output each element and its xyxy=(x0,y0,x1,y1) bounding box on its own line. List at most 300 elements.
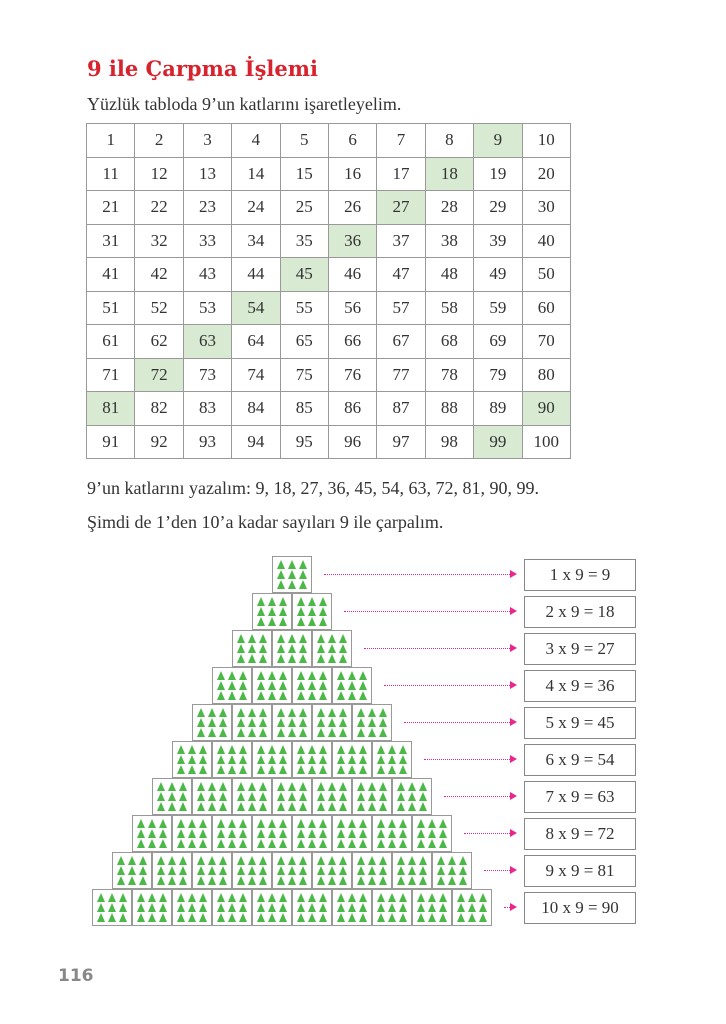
triangle-icon xyxy=(408,856,416,865)
triangle-icon xyxy=(219,792,227,801)
triangle-icon xyxy=(399,755,407,764)
table-cell-highlighted: 45 xyxy=(280,258,328,292)
triangle-icon xyxy=(328,728,336,737)
triangle-icon xyxy=(339,782,347,791)
triangle-group-box xyxy=(352,704,392,741)
triangle-icon xyxy=(328,876,336,885)
table-cell-highlighted: 99 xyxy=(474,425,522,459)
triangle-icon xyxy=(359,671,367,680)
triangle-icon xyxy=(237,802,245,811)
triangle-icon xyxy=(437,856,445,865)
table-cell: 57 xyxy=(377,291,425,325)
triangle-icon xyxy=(368,866,376,875)
triangle-icon xyxy=(308,607,316,616)
triangle-icon xyxy=(297,597,305,606)
triangle-icon xyxy=(117,866,125,875)
triangle-icon xyxy=(199,765,207,774)
triangle-icon xyxy=(319,829,327,838)
equation-box: 7 x 9 = 63 xyxy=(524,781,636,813)
triangle-group-box xyxy=(372,889,412,926)
triangle-group-box xyxy=(172,889,212,926)
triangle-icon xyxy=(228,755,236,764)
triangle-icon xyxy=(199,903,207,912)
table-cell: 12 xyxy=(135,157,183,191)
triangle-icon xyxy=(368,708,376,717)
triangle-icon xyxy=(408,866,416,875)
table-cell: 67 xyxy=(377,325,425,359)
arrow-icon xyxy=(424,759,510,760)
table-cell: 86 xyxy=(328,392,376,426)
triangle-icon xyxy=(188,745,196,754)
triangle-icon xyxy=(339,792,347,801)
triangle-icon xyxy=(299,728,307,737)
arrow-icon xyxy=(344,611,510,612)
table-cell: 13 xyxy=(183,157,231,191)
triangle-icon xyxy=(128,856,136,865)
triangle-icon xyxy=(239,755,247,764)
table-cell: 33 xyxy=(183,224,231,258)
table-cell: 11 xyxy=(87,157,135,191)
triangle-icon xyxy=(197,866,205,875)
table-cell-highlighted: 90 xyxy=(522,392,570,426)
triangle-icon xyxy=(159,893,167,902)
triangle-group-box xyxy=(292,667,332,704)
table-cell: 40 xyxy=(522,224,570,258)
triangle-icon xyxy=(177,755,185,764)
triangle-group-box xyxy=(212,667,252,704)
triangle-icon xyxy=(319,617,327,626)
triangle-icon xyxy=(308,765,316,774)
table-cell: 5 xyxy=(280,124,328,158)
triangle-icon xyxy=(228,893,236,902)
table-cell: 31 xyxy=(87,224,135,258)
triangle-icon xyxy=(328,718,336,727)
triangle-icon xyxy=(288,570,296,579)
triangle-icon xyxy=(208,708,216,717)
triangle-icon xyxy=(317,802,325,811)
triangle-icon xyxy=(279,745,287,754)
triangle-icon xyxy=(179,856,187,865)
triangle-icon xyxy=(239,671,247,680)
triangle-icon xyxy=(239,913,247,922)
triangle-icon xyxy=(219,802,227,811)
triangle-icon xyxy=(228,839,236,848)
table-cell: 100 xyxy=(522,425,570,459)
triangle-icon xyxy=(359,765,367,774)
triangle-icon xyxy=(239,691,247,700)
triangle-icon xyxy=(439,819,447,828)
triangle-icon xyxy=(268,903,276,912)
triangle-icon xyxy=(317,654,325,663)
triangle-icon xyxy=(419,782,427,791)
triangle-group-box xyxy=(232,630,272,667)
triangle-icon xyxy=(119,893,127,902)
triangle-icon xyxy=(299,634,307,643)
triangle-icon xyxy=(399,903,407,912)
triangle-icon xyxy=(217,819,225,828)
triangle-group-box xyxy=(312,630,352,667)
triangle-icon xyxy=(299,782,307,791)
triangle-icon xyxy=(439,893,447,902)
triangle-icon xyxy=(337,671,345,680)
triangle-icon xyxy=(299,718,307,727)
triangle-icon xyxy=(159,829,167,838)
triangle-icon xyxy=(308,819,316,828)
triangle-icon xyxy=(319,681,327,690)
triangle-icon xyxy=(248,792,256,801)
triangle-icon xyxy=(479,903,487,912)
table-cell: 91 xyxy=(87,425,135,459)
triangle-icon xyxy=(237,782,245,791)
triangle-icon xyxy=(237,876,245,885)
triangle-icon xyxy=(268,913,276,922)
triangle-icon xyxy=(337,819,345,828)
table-cell: 2 xyxy=(135,124,183,158)
triangle-icon xyxy=(297,607,305,616)
triangle-icon xyxy=(359,913,367,922)
triangle-icon xyxy=(428,913,436,922)
triangle-icon xyxy=(239,681,247,690)
triangle-icon xyxy=(357,782,365,791)
triangle-group-box xyxy=(392,852,432,889)
triangle-icon xyxy=(379,728,387,737)
triangle-icon xyxy=(359,839,367,848)
table-cell: 56 xyxy=(328,291,376,325)
triangle-icon xyxy=(379,802,387,811)
triangle-icon xyxy=(399,893,407,902)
table-cell: 50 xyxy=(522,258,570,292)
triangle-icon xyxy=(248,728,256,737)
triangle-icon xyxy=(148,839,156,848)
triangle-icon xyxy=(277,634,285,643)
table-cell: 43 xyxy=(183,258,231,292)
triangle-icon xyxy=(208,792,216,801)
triangle-icon xyxy=(388,913,396,922)
triangle-icon xyxy=(179,792,187,801)
triangle-group-box xyxy=(252,593,292,630)
triangle-icon xyxy=(428,829,436,838)
table-row xyxy=(87,124,571,158)
triangle-icon xyxy=(139,866,147,875)
table-cell: 10 xyxy=(522,124,570,158)
table-cell: 48 xyxy=(425,258,473,292)
triangle-icon xyxy=(159,819,167,828)
triangle-icon xyxy=(408,876,416,885)
triangle-icon xyxy=(248,876,256,885)
table-cell: 35 xyxy=(280,224,328,258)
triangle-icon xyxy=(219,718,227,727)
triangle-icon xyxy=(417,819,425,828)
triangle-icon xyxy=(179,802,187,811)
triangle-icon xyxy=(377,913,385,922)
triangle-icon xyxy=(308,617,316,626)
triangle-icon xyxy=(388,755,396,764)
triangle-icon xyxy=(199,755,207,764)
triangle-icon xyxy=(397,782,405,791)
page-number: 116 xyxy=(58,966,94,986)
triangle-icon xyxy=(399,819,407,828)
triangle-icon xyxy=(179,866,187,875)
triangle-icon xyxy=(268,755,276,764)
triangle-icon xyxy=(237,728,245,737)
triangle-icon xyxy=(288,654,296,663)
triangle-icon xyxy=(288,708,296,717)
triangle-icon xyxy=(457,903,465,912)
triangle-icon xyxy=(248,644,256,653)
table-cell: 14 xyxy=(232,157,280,191)
triangle-icon xyxy=(299,654,307,663)
triangle-icon xyxy=(288,634,296,643)
triangle-icon xyxy=(419,802,427,811)
triangle-icon xyxy=(339,634,347,643)
triangle-icon xyxy=(328,654,336,663)
triangle-icon xyxy=(377,839,385,848)
table-cell: 37 xyxy=(377,224,425,258)
equation-box: 3 x 9 = 27 xyxy=(524,633,636,665)
triangle-icon xyxy=(279,893,287,902)
table-row xyxy=(87,224,571,258)
triangle-group-box xyxy=(212,889,252,926)
table-row xyxy=(87,358,571,392)
triangle-group-box xyxy=(232,704,272,741)
triangle-icon xyxy=(317,718,325,727)
table-cell: 41 xyxy=(87,258,135,292)
triangle-icon xyxy=(157,792,165,801)
table-cell: 85 xyxy=(280,392,328,426)
triangle-icon xyxy=(319,607,327,616)
triangle-icon xyxy=(377,755,385,764)
triangle-group-box xyxy=(172,741,212,778)
table-cell-highlighted: 72 xyxy=(135,358,183,392)
triangle-icon xyxy=(237,866,245,875)
triangle-group-box xyxy=(452,889,492,926)
arrow-icon xyxy=(444,796,510,797)
triangle-icon xyxy=(199,829,207,838)
table-row xyxy=(87,157,571,191)
triangle-icon xyxy=(399,745,407,754)
triangle-icon xyxy=(439,913,447,922)
triangle-icon xyxy=(368,792,376,801)
page-title: 9 ile Çarpma İşlemi xyxy=(87,56,318,81)
triangle-icon xyxy=(157,866,165,875)
triangle-icon xyxy=(288,644,296,653)
triangle-icon xyxy=(417,903,425,912)
triangle-icon xyxy=(299,866,307,875)
triangle-icon xyxy=(297,819,305,828)
triangle-icon xyxy=(359,829,367,838)
triangle-icon xyxy=(297,691,305,700)
table-cell-highlighted: 54 xyxy=(232,291,280,325)
triangle-icon xyxy=(228,681,236,690)
triangle-icon xyxy=(259,876,267,885)
triangle-icon xyxy=(359,819,367,828)
triangle-icon xyxy=(357,876,365,885)
triangle-icon xyxy=(268,691,276,700)
table-cell: 52 xyxy=(135,291,183,325)
triangle-icon xyxy=(439,903,447,912)
table-cell: 15 xyxy=(280,157,328,191)
triangle-icon xyxy=(337,681,345,690)
triangle-group-box xyxy=(292,889,332,926)
triangle-icon xyxy=(319,819,327,828)
triangle-icon xyxy=(288,782,296,791)
triangle-icon xyxy=(377,765,385,774)
triangle-icon xyxy=(268,829,276,838)
triangle-icon xyxy=(357,718,365,727)
triangle-icon xyxy=(448,856,456,865)
triangle-icon xyxy=(257,597,265,606)
triangle-icon xyxy=(277,876,285,885)
triangle-icon xyxy=(379,782,387,791)
triangle-icon xyxy=(148,829,156,838)
triangle-icon xyxy=(257,765,265,774)
triangle-icon xyxy=(239,893,247,902)
triangle-icon xyxy=(288,560,296,569)
triangle-icon xyxy=(377,819,385,828)
triangle-icon xyxy=(297,839,305,848)
triangle-icon xyxy=(219,782,227,791)
triangle-icon xyxy=(368,728,376,737)
triangle-icon xyxy=(337,839,345,848)
triangle-icon xyxy=(337,903,345,912)
triangle-icon xyxy=(217,893,225,902)
triangle-icon xyxy=(328,644,336,653)
triangle-icon xyxy=(257,893,265,902)
triangle-icon xyxy=(268,745,276,754)
triangle-icon xyxy=(277,718,285,727)
triangle-icon xyxy=(299,708,307,717)
triangle-icon xyxy=(257,913,265,922)
table-cell: 53 xyxy=(183,291,231,325)
triangle-icon xyxy=(217,839,225,848)
triangle-icon xyxy=(468,893,476,902)
triangle-icon xyxy=(328,634,336,643)
hundred-table xyxy=(86,123,571,459)
triangle-icon xyxy=(348,691,356,700)
triangle-icon xyxy=(237,718,245,727)
triangle-group-box xyxy=(332,741,372,778)
triangle-icon xyxy=(379,708,387,717)
triangle-icon xyxy=(257,755,265,764)
triangle-icon xyxy=(317,856,325,865)
multiples-sentence: 9’un katlarını yazalım: 9, 18, 27, 36, 45, 54, 63, 72, 81, 90, 99. xyxy=(87,478,539,498)
triangle-group-box xyxy=(252,815,292,852)
triangle-icon xyxy=(319,671,327,680)
triangle-icon xyxy=(257,829,265,838)
triangle-icon xyxy=(157,856,165,865)
triangle-icon xyxy=(177,839,185,848)
triangle-icon xyxy=(457,913,465,922)
triangle-icon xyxy=(357,792,365,801)
triangle-icon xyxy=(277,580,285,589)
triangle-icon xyxy=(279,691,287,700)
triangle-icon xyxy=(159,903,167,912)
triangle-icon xyxy=(299,580,307,589)
table-row xyxy=(87,325,571,359)
table-cell: 70 xyxy=(522,325,570,359)
triangle-group-box xyxy=(212,741,252,778)
triangle-icon xyxy=(288,856,296,865)
triangle-group-box xyxy=(152,778,192,815)
triangle-group-box xyxy=(152,852,192,889)
triangle-icon xyxy=(299,644,307,653)
triangle-icon xyxy=(339,718,347,727)
triangle-icon xyxy=(179,782,187,791)
triangle-icon xyxy=(428,819,436,828)
triangle-group-box xyxy=(412,889,452,926)
triangle-icon xyxy=(208,782,216,791)
multiply-sentence: Şimdi de 1’den 10’a kadar sayıları 9 ile çarpalım. xyxy=(87,512,444,532)
instruction-text: Yüzlük tabloda 9’un katlarını işaretleyelim. xyxy=(87,94,402,114)
triangle-icon xyxy=(279,765,287,774)
triangle-icon xyxy=(257,681,265,690)
table-cell: 21 xyxy=(87,191,135,225)
triangle-icon xyxy=(279,913,287,922)
table-row xyxy=(87,291,571,325)
triangle-icon xyxy=(148,819,156,828)
table-cell: 94 xyxy=(232,425,280,459)
table-cell: 66 xyxy=(328,325,376,359)
triangle-icon xyxy=(177,913,185,922)
arrow-icon xyxy=(464,833,510,834)
triangle-icon xyxy=(339,644,347,653)
triangle-icon xyxy=(188,839,196,848)
table-cell: 42 xyxy=(135,258,183,292)
triangle-icon xyxy=(177,819,185,828)
table-cell: 30 xyxy=(522,191,570,225)
triangle-icon xyxy=(279,819,287,828)
triangle-group-box xyxy=(392,778,432,815)
triangle-icon xyxy=(117,856,125,865)
table-cell: 24 xyxy=(232,191,280,225)
triangle-icon xyxy=(308,671,316,680)
table-cell: 16 xyxy=(328,157,376,191)
triangle-icon xyxy=(237,792,245,801)
triangle-icon xyxy=(177,765,185,774)
triangle-icon xyxy=(337,745,345,754)
table-cell-highlighted: 36 xyxy=(328,224,376,258)
triangle-icon xyxy=(219,708,227,717)
arrow-icon xyxy=(484,870,510,871)
table-cell-highlighted: 9 xyxy=(474,124,522,158)
triangle-icon xyxy=(319,893,327,902)
triangle-icon xyxy=(297,893,305,902)
triangle-icon xyxy=(239,839,247,848)
triangle-icon xyxy=(399,765,407,774)
triangle-icon xyxy=(388,903,396,912)
triangle-icon xyxy=(208,718,216,727)
triangle-icon xyxy=(348,755,356,764)
triangle-icon xyxy=(188,755,196,764)
triangle-icon xyxy=(328,802,336,811)
triangle-icon xyxy=(337,913,345,922)
table-row xyxy=(87,191,571,225)
triangle-icon xyxy=(308,893,316,902)
triangle-icon xyxy=(199,913,207,922)
triangle-icon xyxy=(148,893,156,902)
triangle-icon xyxy=(288,792,296,801)
table-cell: 88 xyxy=(425,392,473,426)
triangle-icon xyxy=(228,765,236,774)
table-cell: 92 xyxy=(135,425,183,459)
triangle-icon xyxy=(259,644,267,653)
table-cell: 38 xyxy=(425,224,473,258)
triangle-icon xyxy=(248,802,256,811)
triangle-icon xyxy=(357,802,365,811)
triangle-icon xyxy=(108,893,116,902)
triangle-group-box xyxy=(112,852,152,889)
triangle-group-box xyxy=(312,852,352,889)
